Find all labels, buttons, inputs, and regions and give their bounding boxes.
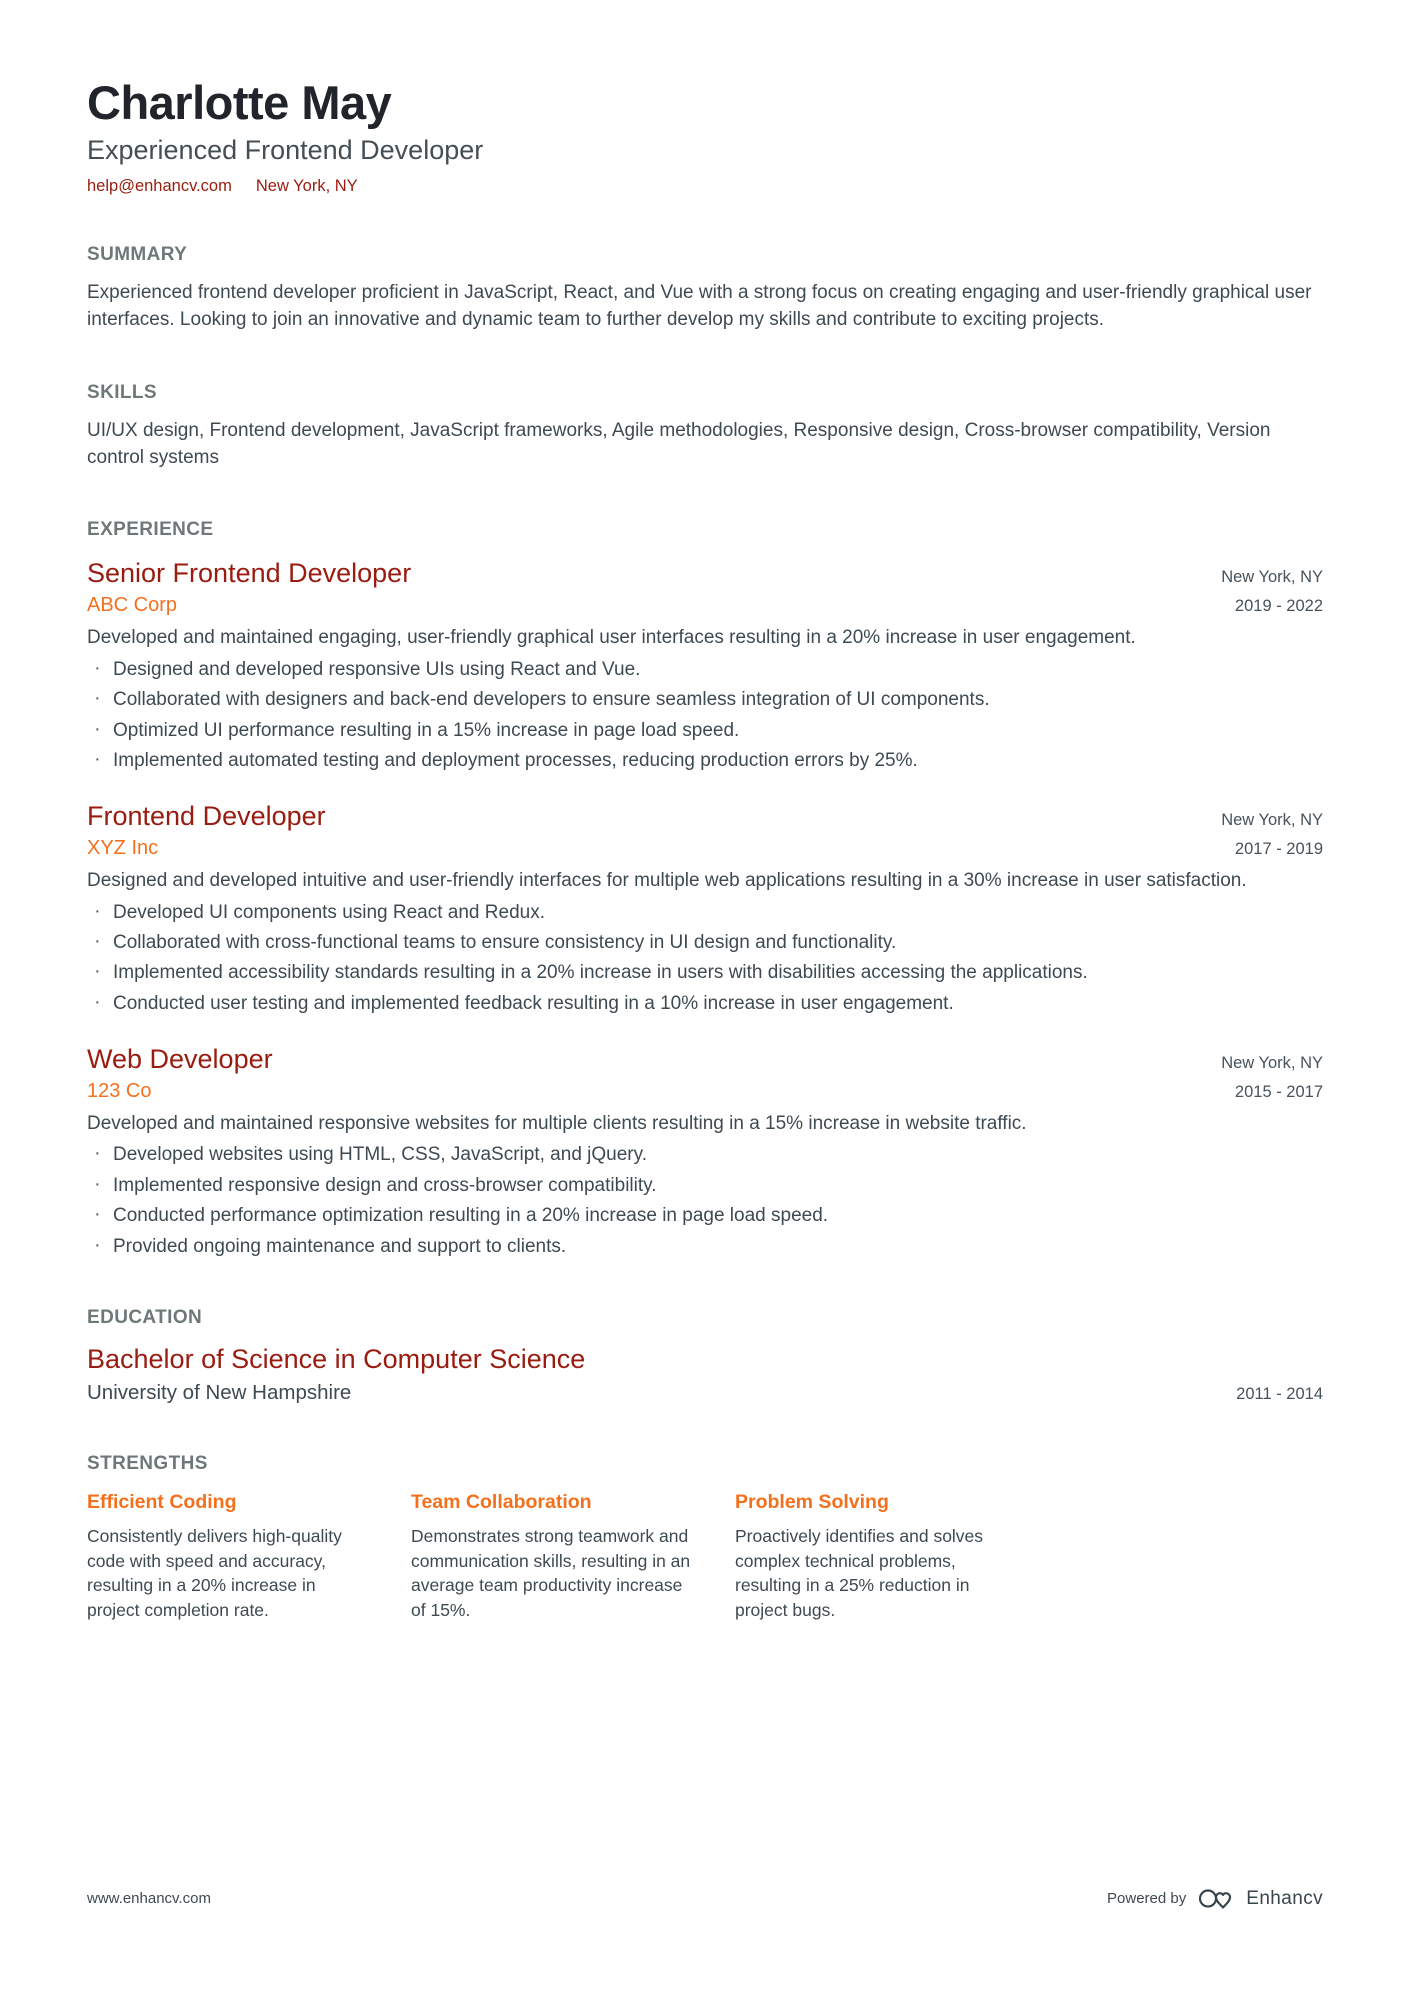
strengths-heading: STRENGTHS [87, 1453, 208, 1474]
job-bullet-list [87, 900, 1323, 1017]
resume-header [87, 76, 1323, 196]
experience-heading: EXPERIENCE [87, 519, 214, 541]
job-entry-1 [87, 557, 1323, 773]
candidate-name: Charlotte May [87, 76, 392, 129]
section-experience [87, 519, 1323, 1259]
powered-by-label: Powered by [1107, 1890, 1187, 1907]
candidate-job-title: Experienced Frontend Developer [87, 135, 484, 166]
bullet-item: · Developed UI components using React and Redux. [87, 900, 1323, 925]
job-entry-3 [87, 1043, 1323, 1259]
job-title-row [87, 557, 1323, 591]
bullet-item: · Developed websites using HTML, CSS, JavaScript, and jQuery. [87, 1142, 1323, 1167]
strength-card-2 [411, 1491, 693, 1622]
bullet-item: · Implemented accessibility standards resulting in a 20% increase in users with disabilities accessing the applications. [87, 960, 1323, 985]
job-location: New York, NY [1221, 568, 1323, 587]
bullet-item: · Provided ongoing maintenance and support to clients. [87, 1234, 1323, 1259]
enhancv-logo-icon [1197, 1886, 1235, 1911]
email-link[interactable]: help@enhancv.com [87, 177, 232, 196]
job-description: Developed and maintained engaging, user-friendly graphical user interfaces resulting in a 20% increase in user engagement. [87, 627, 1136, 649]
strength-card-1 [87, 1491, 369, 1622]
job-title-row [87, 1043, 1323, 1077]
school-name: University of New Hampshire [87, 1381, 352, 1404]
job-dates: 2017 - 2019 [1234, 840, 1323, 859]
bullet-item: · Optimized UI performance resulting in a 15% increase in page load speed. [87, 718, 1323, 743]
education-school-row [87, 1381, 1323, 1405]
strength-title: Team Collaboration [411, 1491, 592, 1513]
job-title: Web Developer [87, 1044, 273, 1075]
bullet-item: · Implemented automated testing and deployment processes, reducing production errors by 25%. [87, 748, 1323, 773]
job-dates: 2015 - 2017 [1234, 1083, 1323, 1102]
education-heading: EDUCATION [87, 1307, 203, 1329]
job-company-row [87, 1080, 1323, 1103]
powered-by [1107, 1886, 1323, 1911]
job-bullet-list [87, 1142, 1323, 1259]
job-company: ABC Corp [87, 594, 178, 617]
page-footer [87, 1886, 1323, 1911]
strength-text: Proactively identifies and solves complex technical problems, resulting in a 25% reduction in project bugs. [735, 1526, 984, 1620]
section-skills [87, 382, 1323, 472]
bullet-item: · Collaborated with designers and back-end developers to ensure seamless integration of UI components. [87, 687, 1323, 712]
skills-heading: SKILLS [87, 381, 157, 403]
enhancv-wordmark: Enhancv [1246, 1887, 1323, 1909]
job-title: Senior Frontend Developer [87, 558, 412, 589]
job-title-row [87, 800, 1323, 834]
contact-row [87, 177, 1323, 196]
education-dates: 2011 - 2014 [1236, 1385, 1323, 1403]
job-description: Developed and maintained responsive websites for multiple clients resulting in a 15% increase in website traffic. [87, 1113, 1027, 1135]
skills-text: UI/UX design, Frontend development, JavaScript frameworks, Agile methodologies, Responsive design, Cross-browser compatibility, Version control systems [87, 419, 1271, 469]
job-location: New York, NY [1221, 811, 1323, 830]
strength-text: Demonstrates strong teamwork and communication skills, resulting in an average team productivity increase of 15%. [411, 1526, 691, 1620]
strengths-grid [87, 1491, 1017, 1622]
job-bullet-list [87, 657, 1323, 774]
job-company-row [87, 837, 1323, 860]
strength-title: Efficient Coding [87, 1491, 237, 1513]
summary-text: Experienced frontend developer proficient in JavaScript, React, and Vue with a strong focus on creating engaging and user-friendly graphical user interfaces. Looking to join an innovative and dynamic team to further develop my skills and contribute to exciting projects. [87, 282, 1312, 331]
degree-title: Bachelor of Science in Computer Science [87, 1344, 586, 1375]
strength-text: Consistently delivers high-quality code with speed and accuracy, resulting in a 20% increase in project completion rate. [87, 1526, 342, 1620]
job-company: 123 Co [87, 1080, 152, 1103]
summary-heading: SUMMARY [87, 244, 188, 266]
bullet-item: · Implemented responsive design and cross-browser compatibility. [87, 1173, 1323, 1198]
job-company: XYZ Inc [87, 837, 159, 860]
location-text: New York, NY [255, 177, 358, 196]
job-company-row [87, 594, 1323, 617]
section-education [87, 1307, 1323, 1405]
bullet-item: · Conducted performance optimization resulting in a 20% increase in page load speed. [87, 1203, 1323, 1228]
job-dates: 2019 - 2022 [1234, 597, 1323, 616]
job-entry-2 [87, 800, 1323, 1016]
strength-card-3 [735, 1491, 1017, 1622]
education-entry [87, 1343, 1323, 1405]
bullet-item: · Designed and developed responsive UIs using React and Vue. [87, 657, 1323, 682]
job-location: New York, NY [1221, 1054, 1323, 1073]
website-link[interactable]: www.enhancv.com [87, 1890, 211, 1907]
bullet-item: · Collaborated with cross-functional teams to ensure consistency in UI design and functionality. [87, 930, 1323, 955]
job-description: Designed and developed intuitive and user-friendly interfaces for multiple web applications resulting in a 30% increase in user satisfaction. [87, 870, 1247, 892]
bullet-item: · Conducted user testing and implemented feedback resulting in a 10% increase in user engagement. [87, 991, 1323, 1016]
section-strengths [87, 1453, 1323, 1622]
strength-title: Problem Solving [735, 1491, 889, 1513]
job-title: Frontend Developer [87, 801, 326, 832]
section-summary [87, 244, 1323, 334]
